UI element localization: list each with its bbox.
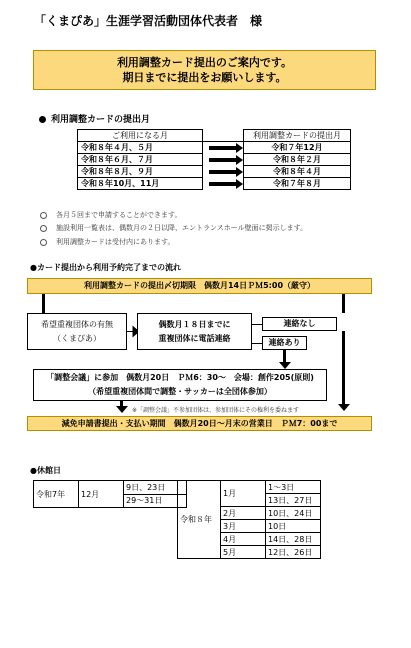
- days-cell: 12日、26日: [266, 546, 321, 559]
- down-arrow-icon: [116, 406, 128, 413]
- banner-line-1: 利用調整カード提出のご案内です。: [116, 56, 293, 69]
- desired-group-box: [27, 313, 127, 350]
- header-spacer: [203, 130, 244, 142]
- right-arrow-icon: [209, 170, 237, 174]
- column-header-use-month: ご利用になる月: [78, 130, 203, 142]
- no-contact-box: 連絡なし: [262, 317, 337, 331]
- down-arrow-icon: [338, 404, 350, 411]
- table-row: [78, 178, 351, 190]
- connector-line: [42, 294, 45, 313]
- connector-line: [252, 324, 262, 325]
- days-cell: 9日、23日: [124, 481, 187, 495]
- arrow-cell: [203, 178, 244, 190]
- meeting-line-2: （希望重複団体間で調整・サッカーは全団体参加）: [88, 387, 272, 396]
- banner-line-2: 期日までに提出をお願いします。: [122, 71, 287, 84]
- connector-line: [342, 331, 345, 404]
- meeting-note: ※「調整会議」不参加団体は、参加団体にその権利を委ねます: [132, 407, 300, 414]
- submit-month-cell: 令和７年８月: [244, 178, 351, 190]
- note-item: [40, 223, 307, 233]
- notice-banner: [33, 50, 376, 90]
- month-cell: 1月: [221, 481, 266, 507]
- phone-contact-line-2: 重複団体に電話連絡: [158, 334, 231, 343]
- holiday-table-2026: [177, 480, 321, 559]
- table-row: [78, 142, 351, 154]
- note-text: 利用調整カードは受付内にあります。: [56, 238, 175, 246]
- days-cell: 1～3日: [266, 481, 321, 494]
- addressee: 「くまぴあ」生涯学習活動団体代表者 様: [34, 14, 263, 28]
- days-cell: 13日、27日: [266, 494, 321, 507]
- era-cell: 令和８年: [178, 481, 221, 559]
- contact-box: 連絡あり: [262, 336, 307, 350]
- note-text: 施設利用一覧表は、偶数月の２日以降、エントランスホール壁面に掲示します。: [56, 224, 308, 232]
- month-cell: 5月: [221, 546, 266, 559]
- submit-month-cell: 令和８年４月: [244, 166, 351, 178]
- deadline-box: 利用調整カードの提出〆切期限 偶数月14日ＰＭ5:00（厳守）: [27, 278, 372, 294]
- meeting-box: [33, 369, 327, 401]
- days-cell: 10日、24日: [266, 507, 321, 520]
- phone-contact-box: [137, 313, 252, 350]
- month-cell: 2月: [221, 507, 266, 520]
- bullet-icon: [39, 116, 46, 123]
- days-cell: 29～31日: [124, 494, 187, 508]
- section-flow-title: ●カード提出から利用予約完了までの流れ: [30, 263, 181, 272]
- meeting-line-1: 「調整会議」に参加 偶数月20日 ＰＭ6：30～ 会場：創作205(原則): [46, 373, 314, 382]
- table-row: [78, 154, 351, 166]
- arrow-cell: [203, 166, 244, 178]
- payment-period-box: 減免申請書提出・支払い期間 偶数月20日～月末の営業日 ＰＭ7：00まで: [27, 416, 372, 431]
- submit-month-cell: 令和７年12月: [244, 142, 351, 154]
- month-cell: 3月: [221, 520, 266, 533]
- table-row: [78, 166, 351, 178]
- circle-bullet-icon: [40, 239, 47, 246]
- era-cell: 令和7年: [34, 481, 79, 508]
- circle-bullet-icon: [40, 225, 47, 232]
- days-cell: 10日: [266, 520, 321, 533]
- note-item: [40, 237, 174, 247]
- down-arrow-icon: [279, 362, 291, 369]
- submit-month-cell: 令和８年２月: [244, 154, 351, 166]
- right-arrow-icon: [209, 182, 237, 186]
- section-title: 利用調整カードの提出月: [51, 115, 151, 125]
- connector-line: [342, 294, 345, 313]
- section-holiday-title: ●休館日: [30, 466, 61, 475]
- connector-line: [252, 343, 262, 344]
- use-month-cell: 令和８年８月、９月: [78, 166, 203, 178]
- right-arrow-icon: [209, 158, 237, 162]
- circle-bullet-icon: [40, 212, 47, 219]
- note-item: [40, 210, 181, 220]
- arrow-cell: [203, 142, 244, 154]
- column-header-submit-month: 利用調整カードの提出月: [244, 130, 351, 142]
- month-cell: 12月: [79, 481, 124, 508]
- desired-group-line-2: （くまぴあ）: [53, 334, 101, 343]
- use-month-cell: 令和８年10月、11月: [78, 178, 203, 190]
- month-cell: 4月: [221, 533, 266, 546]
- right-arrow-icon: [209, 146, 237, 150]
- note-text: 各月５回まで申請することができます。: [56, 211, 182, 219]
- holiday-table-2025: [33, 480, 187, 508]
- submission-schedule-table: [77, 129, 351, 190]
- arrow-cell: [203, 154, 244, 166]
- use-month-cell: 令和８年６月、７月: [78, 154, 203, 166]
- desired-group-line-1: 希望重複団体の有無: [41, 320, 113, 329]
- days-cell: 14日、28日: [266, 533, 321, 546]
- section-submission-month: [39, 112, 150, 125]
- use-month-cell: 令和８年４月、５月: [78, 142, 203, 154]
- connector-line: [283, 350, 286, 362]
- phone-contact-line-1: 偶数月１８日までに: [158, 320, 231, 329]
